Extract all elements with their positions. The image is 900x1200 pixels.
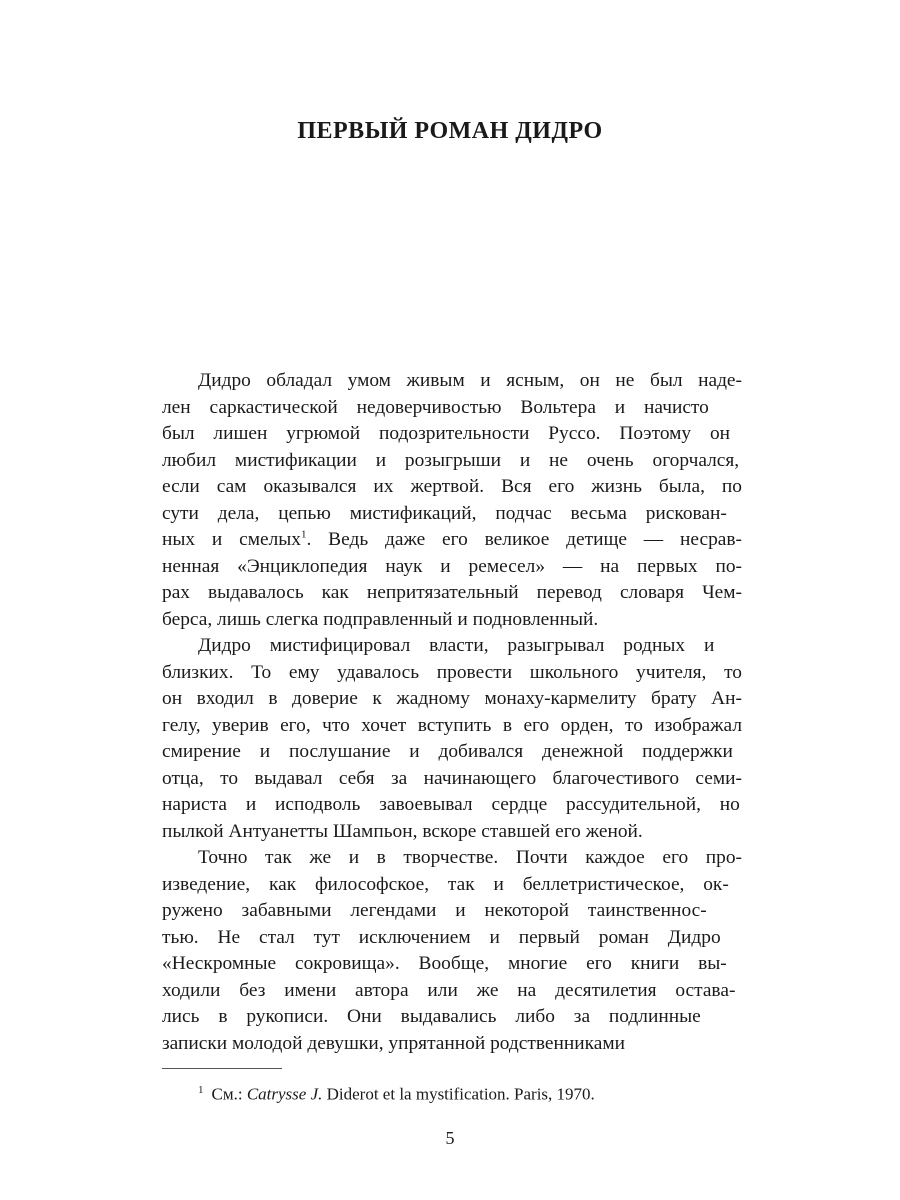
footnote-reference[interactable]: 1 <box>301 528 307 541</box>
footnote-number: 1 <box>198 1084 204 1096</box>
footnote-divider <box>162 1068 282 1069</box>
text-line: Дидро мистифицировал власти, разыгрывал родных и <box>198 635 715 656</box>
text-line: лись в рукописи. Они выдавались либо за подлинные <box>162 1006 701 1027</box>
text-line: лен саркастической недоверчивостью Вольтера и начисто <box>162 396 709 418</box>
text-line: пылкой Антуанетты Шампьон, вскоре ставшей его женой. <box>162 820 643 842</box>
text-line: ходили без имени автора или же на десятилетия остава- <box>162 979 736 1001</box>
text-line: любил мистификации и розыгрыши и не очень огорчался, <box>162 449 740 471</box>
text-line: записки молодой девушки, упрятанной родственниками <box>162 1032 626 1054</box>
text-line: тью. Не стал тут исключением и первый роман Дидро <box>162 926 721 948</box>
text-line: был лишен угрюмой подозрительности Руссо. Поэтому он <box>162 423 731 444</box>
text-line: рах выдавалось как непритязательный перевод словаря Чем- <box>162 582 742 603</box>
text-line: нариста и исподволь завоевывал сердце рассудительной, но <box>162 794 740 815</box>
footnote <box>198 1078 595 1107</box>
text-segment: ных и смелых <box>162 529 302 550</box>
text-line: смирение и послушание и добивался денежной поддержки <box>162 741 733 762</box>
text-line: ружено забавными легендами и некоторой таинственнос- <box>162 900 707 921</box>
text-line: «Нескромные сокровища». Вообще, многие его книги вы- <box>162 953 727 974</box>
text-line: он входил в доверие к жадному монаху-кармелиту брату Ан- <box>162 688 742 709</box>
text-line: берса, лишь слегка подправленный и подновленный. <box>162 608 599 630</box>
text-line: ненная «Энциклопедия наук и ремесел» — на первых по- <box>162 555 742 577</box>
text-line: близких. То ему удавалось провести школьного учителя, то <box>162 661 742 683</box>
footnote-author: Catrysse J. <box>246 1084 323 1104</box>
text-line: Точно так же и в творчестве. Почти каждое его про- <box>198 847 742 868</box>
text-line: Дидро обладал умом живым и ясным, он не был наде- <box>198 370 742 391</box>
text-line-with-footnote-ref <box>162 527 742 554</box>
body-text <box>162 368 742 1057</box>
text-line: если сам оказывался их жертвой. Вся его жизнь была, по <box>162 476 742 497</box>
chapter-title: ПЕРВЫЙ РОМАН ДИДРО <box>297 118 603 144</box>
footnote-citation: Diderot et la mystification. Paris, 1970. <box>322 1084 595 1104</box>
text-segment: . Ведь даже его великое детище — несрав- <box>306 529 743 550</box>
footnote-prefix: См.: <box>211 1084 247 1104</box>
page-number: 5 <box>445 1128 455 1148</box>
text-line: сути дела, цепью мистификаций, подчас весьма рискован- <box>162 502 727 524</box>
text-line: гелу, уверив его, что хочет вступить в его орден, то изображал <box>162 714 742 736</box>
text-line: изведение, как философское, так и беллетристическое, ок- <box>162 873 729 895</box>
text-line: отца, то выдавал себя за начинающего благочестивого семи- <box>162 767 742 789</box>
